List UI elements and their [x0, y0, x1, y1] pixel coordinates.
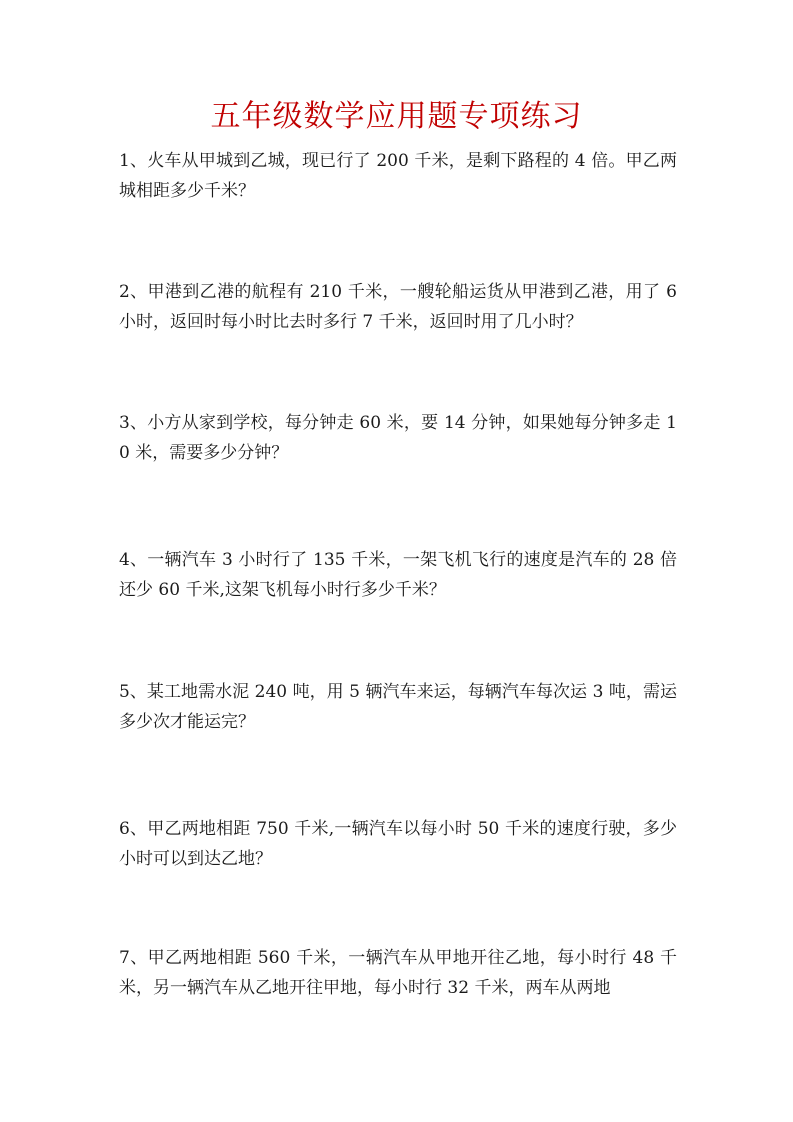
- question-4: 4、一辆汽车 3 小时行了 135 千米，一架飞机飞行的速度是汽车的 28 倍还少 60 千米,这架飞机每小时行多少千米？: [119, 550, 677, 600]
- question-7: 7、甲乙两地相距 560 千米，一辆汽车从甲地开往乙地，每小时行 48 千米，另一辆汽车从乙地开往甲地，每小时行 32 千米，两车从两地: [119, 948, 677, 998]
- question-2: 2、甲港到乙港的航程有 210 千米，一艘轮船运货从甲港到乙港，用了 6 小时，返回时每小时比去时多行 7 千米，返回时用了几小时？: [119, 282, 677, 332]
- question-5: 5、某工地需水泥 240 吨，用 5 辆汽车来运，每辆汽车每次运 3 吨，需运多少次才能运完？: [119, 682, 677, 732]
- document-title: 五年级数学应用题专项练习: [210, 99, 583, 134]
- question-3: 3、小方从家到学校，每分钟走 60 米，要 14 分钟，如果她每分钟多走 10 米，需要多少分钟？: [119, 413, 677, 463]
- question-6: 6、甲乙两地相距 750 千米,一辆汽车以每小时 50 千米的速度行驶，多少小时可以到达乙地？: [119, 819, 677, 869]
- question-1: 1、火车从甲城到乙城，现已行了 200 千米，是剩下路程的 4 倍。甲乙两城相距多少千米？: [119, 151, 677, 201]
